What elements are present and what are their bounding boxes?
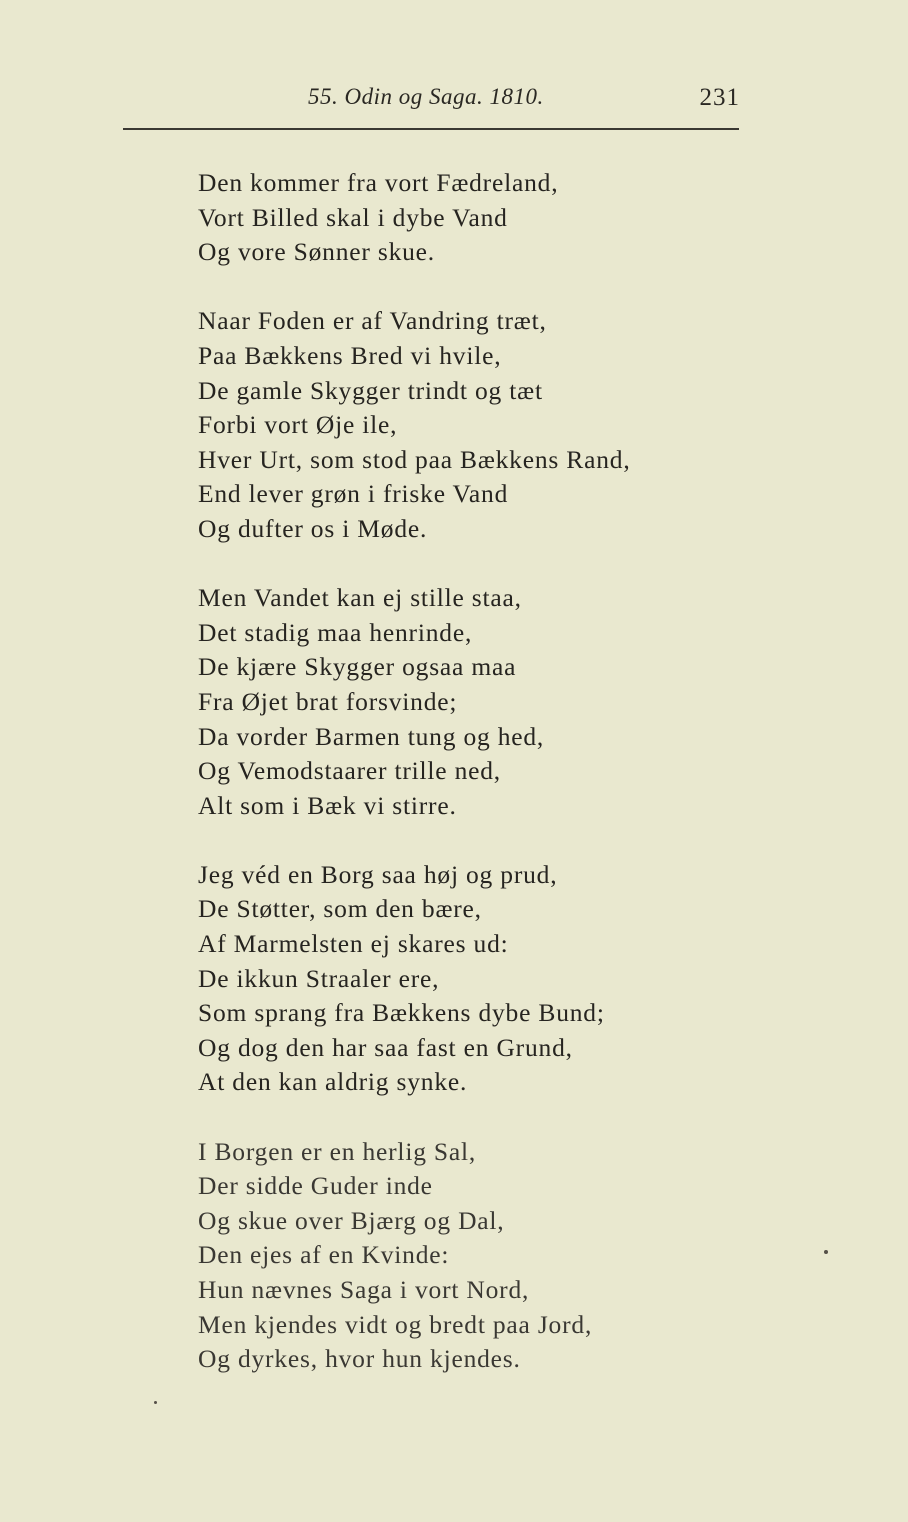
poem-line: Der sidde Guder inde	[198, 1171, 433, 1201]
poem-line: Og dufter os i Møde.	[198, 513, 428, 543]
page-number: 231	[699, 84, 740, 111]
poem-line: De kjære Skygger ogsaa maa	[198, 652, 517, 682]
poem-line: Og vore Sønner skue.	[198, 237, 435, 267]
poem-line: Af Marmelsten ej skares ud:	[198, 929, 509, 959]
speck-mark	[824, 1250, 828, 1254]
poem-line: Og Vemodstaarer trille ned,	[198, 756, 501, 786]
running-title: 55. Odin og Saga. 1810.	[308, 84, 544, 109]
stanza-5	[198, 1135, 838, 1377]
poem-line: Naar Foden er af Vandring træt,	[198, 306, 547, 336]
poem-line: Og skue over Bjærg og Dal,	[198, 1205, 505, 1235]
poem-line: De Støtter, som den bære,	[198, 894, 482, 924]
poem-line: Da vorder Barmen tung og hed,	[198, 721, 545, 751]
poem-line: Men Vandet kan ej stille staa,	[198, 583, 522, 613]
stanza-1	[198, 166, 838, 270]
poem-line: At den kan aldrig synke.	[198, 1067, 468, 1097]
poem-line: End lever grøn i friske Vand	[198, 479, 509, 509]
poem-line: Den kommer fra vort Fædreland,	[198, 168, 559, 197]
poem	[198, 166, 838, 1411]
poem-line: Og dog den har saa fast en Grund,	[198, 1032, 573, 1062]
stanza-2	[198, 304, 838, 546]
header-rule	[123, 128, 739, 130]
poem-line: Men kjendes vidt og bredt paa Jord,	[198, 1309, 593, 1339]
poem-line: I Borgen er en herlig Sal,	[198, 1136, 477, 1166]
stanza-4	[198, 858, 838, 1100]
speck-mark	[154, 1401, 157, 1404]
poem-line: Det stadig maa henrinde,	[198, 617, 473, 647]
poem-line: Vort Billed skal i dybe Vand	[198, 202, 508, 232]
poem-line: Den ejes af en Kvinde:	[198, 1240, 450, 1270]
stanza-3	[198, 581, 838, 823]
poem-line: Hun nævnes Saga i vort Nord,	[198, 1275, 530, 1304]
poem-line: De gamle Skygger trindt og tæt	[198, 375, 543, 405]
poem-line: De ikkun Straaler ere,	[198, 963, 440, 993]
running-head	[120, 84, 740, 116]
poem-line: Alt som i Bæk vi stirre.	[198, 790, 457, 820]
poem-line: Hver Urt, som stod paa Bækkens Rand,	[198, 444, 631, 474]
poem-line: Og dyrkes, hvor hun kjendes.	[198, 1344, 521, 1374]
poem-line: Som sprang fra Bækkens dybe Bund;	[198, 998, 605, 1028]
poem-line: Jeg véd en Borg saa høj og prud,	[198, 859, 558, 889]
poem-line: Forbi vort Øje ile,	[198, 410, 398, 440]
poem-line: Fra Øjet brat forsvinde;	[198, 686, 458, 716]
poem-line: Paa Bækkens Bred vi hvile,	[198, 340, 502, 370]
